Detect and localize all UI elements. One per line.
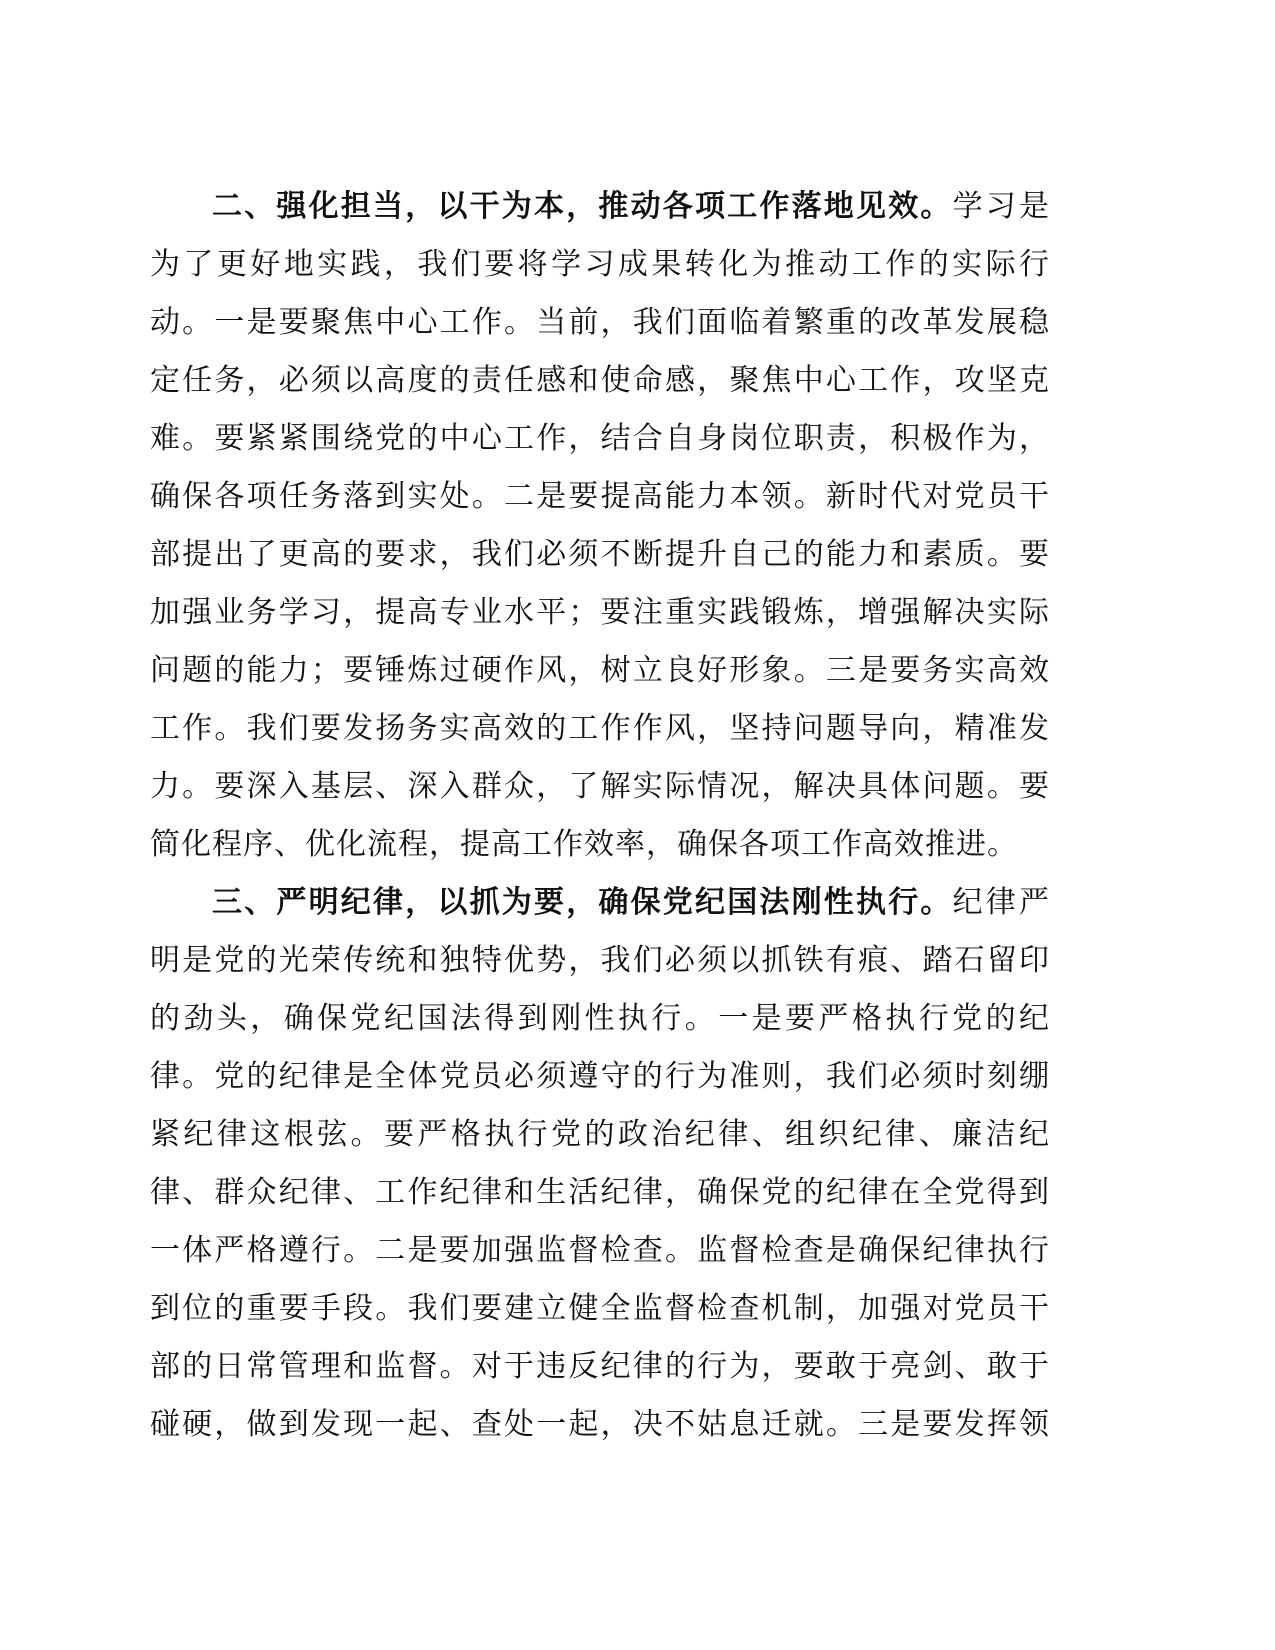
paragraph-2-line-1 <box>150 178 1050 236</box>
paragraph-3-line: 的劲头，确保党纪国法得到刚性执行。一是要严格执行党的纪 <box>150 1001 1050 1036</box>
paragraph-3-line: 部的日常管理和监督。对于违反纪律的行为，要敢于亮剑、敢于 <box>150 1349 1050 1384</box>
paragraph-3-line: 到位的重要手段。我们要建立健全监督检查机制，加强对党员干 <box>150 1291 1050 1326</box>
paragraph-3-line: 紧纪律这根弦。要严格执行党的政治纪律、组织纪律、廉洁纪 <box>150 1117 1050 1152</box>
paragraph-2-line: 定任务，必须以高度的责任感和使命感，聚焦中心工作，攻坚克 <box>150 363 1050 398</box>
section-heading-3: 三、严明纪律，以抓为要，确保党纪国法刚性执行。 <box>212 885 953 920</box>
paragraph-3-line: 明是党的光荣传统和独特优势，我们必须以抓铁有痕、踏石留印 <box>150 943 1050 978</box>
paragraph-3-line: 律、群众纪律、工作纪律和生活纪律，确保党的纪律在全党得到 <box>150 1175 1050 1210</box>
section-heading-2: 二、强化担当，以干为本，推动各项工作落地见效。 <box>212 189 953 224</box>
paragraph-text: 纪律严 <box>952 885 1051 920</box>
paragraph-2-line: 确保各项任务落到实处。二是要提高能力本领。新时代对党员干 <box>150 479 1050 514</box>
paragraph-2-line: 部提出了更高的要求，我们必须不断提升自己的能力和素质。要 <box>150 537 1050 572</box>
paragraph-2-line: 力。要深入基层、深入群众，了解实际情况，解决具体问题。要 <box>150 769 1050 804</box>
paragraph-3-line: 律。党的纪律是全体党员必须遵守的行为准则，我们必须时刻绷 <box>150 1059 1050 1094</box>
paragraph-2-line: 简化程序、优化流程，提高工作效率，确保各项工作高效推进。 <box>150 827 1018 862</box>
paragraph-text: 学习是 <box>952 189 1051 224</box>
paragraph-2-line: 为了更好地实践，我们要将学习成果转化为推动工作的实际行 <box>150 247 1050 282</box>
paragraph-2-line: 难。要紧紧围绕党的中心工作，结合自身岗位职责，积极作为， <box>150 421 1050 456</box>
paragraph-2-line: 问题的能力；要锤炼过硬作风，树立良好形象。三是要务实高效 <box>150 653 1050 688</box>
paragraph-3-line: 碰硬，做到发现一起、查处一起，决不姑息迁就。三是要发挥领 <box>150 1407 1050 1442</box>
paragraph-3-line: 一体严格遵行。二是要加强监督检查。监督检查是确保纪律执行 <box>150 1233 1050 1268</box>
paragraph-2-line: 加强业务学习，提高专业水平；要注重实践锻炼，增强解决实际 <box>150 595 1050 630</box>
paragraph-3-line-1 <box>150 874 1050 932</box>
document-body <box>150 178 1050 1454</box>
paragraph-2-line: 工作。我们要发扬务实高效的工作作风，坚持问题导向，精准发 <box>150 711 1050 746</box>
paragraph-2-line: 动。一是要聚焦中心工作。当前，我们面临着繁重的改革发展稳 <box>150 305 1050 340</box>
